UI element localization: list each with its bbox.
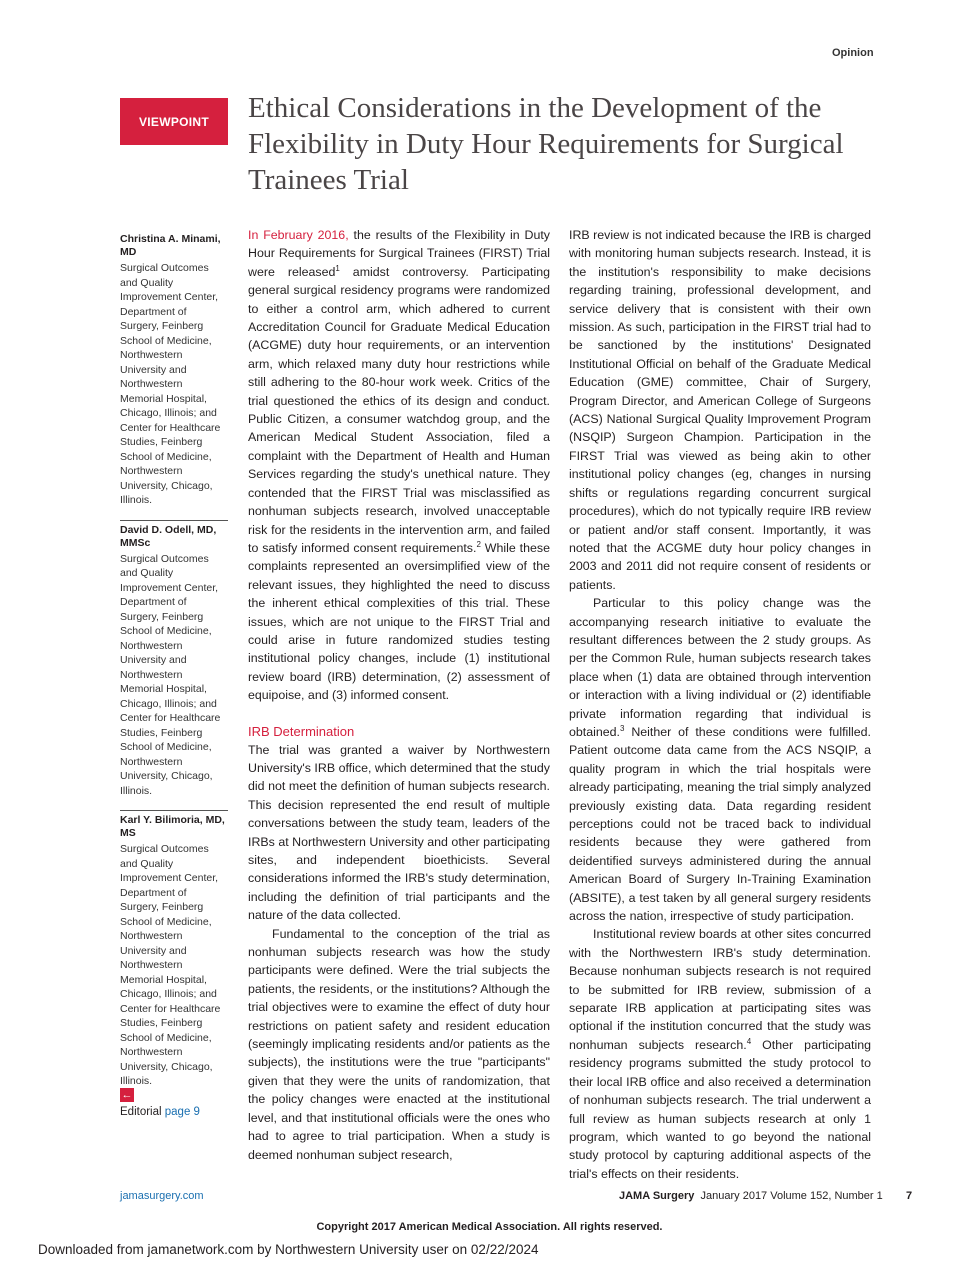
editorial-label: Editorial <box>120 1106 162 1118</box>
text: the results of the Flexibility in Duty Hour Requirements for Surgical Trainees (FIRST) Trial were released <box>248 228 550 279</box>
author-affiliation: Surgical Outcomes and Quality Improvement Center, Department of Surgery, Feinberg School of Medicine, Northwestern University and Northwestern Memorial Hospital, Chicago, Illinois; and Center for Healthcare Studies, Feinberg School of Medicine, Northwestern University, Chicago, Illinois. <box>120 843 221 1087</box>
body-column-1 <box>248 226 550 1164</box>
author-name: Karl Y. Bilimoria, MD, MS <box>120 814 225 839</box>
section-heading: IRB Determination <box>248 723 355 739</box>
arrow-left-icon: ← <box>121 1089 133 1101</box>
reference-marker[interactable]: 2 <box>476 539 481 549</box>
body-column-2 <box>569 226 871 1183</box>
paragraph <box>569 925 871 1183</box>
journal-issue-info <box>619 1190 883 1202</box>
reference-marker[interactable]: 4 <box>746 1036 752 1046</box>
reference-marker[interactable]: 3 <box>619 723 625 733</box>
author-sidebar <box>120 233 228 1101</box>
paragraph: The trial was granted a waiver by Northwestern University's IRB office, which determined that the study did not meet the definition of human subjects research. This decision represented the end result of multiple conversations between the study team, leaders of the IRBs at Northwestern University and other participating sites, and independent bioethicists. Several considerations informed the IRB's study determination, including the definition of trial participants and the nature of the data collected. <box>248 742 550 923</box>
issue-info: January 2017 Volume 152, Number 1 <box>700 1190 883 1202</box>
text: amidst controversy. Participating general surgical residency programs were randomized to either a control arm, which adhered to current Accreditation Council for Graduate Medical Education (ACGME) duty hour requirements, or an intervention arm, which relaxed many duty hour restrictions while still adhering to the 80-hour work week. Critics of the trial questioned the ethics of its design and conduct. Public Citizen, a consumer watchdog group, and the American Medical Student Association, filed a complaint with the Department of Health and Human Services regarding the study's unethical nature. They contended that the FIRST Trial was misclassified as nonhuman subjects research, involved unacceptable risk for the residents in the intervention arm, and failed to satisfy informed consent requirements. <box>248 264 550 555</box>
text: Other participating residency programs submitted the study protocol to their local IRB office and also received a determination of nonhuman subjects research. The trial underwent a full review as human subjects research at only 1 program, which wanted to go beyond the national study protocol by capturing additional aspects of the trial's effects on their residents. <box>569 1037 871 1181</box>
text: Neither of these conditions were fulfilled. Patient outcome data came from the ACS NSQIP, a quality program in which the trial hospitals were already participating, meaning the trial simply analyzed previously existing data. Data regarding resident perceptions could not be traced back to individual residents because they were gathered from deidentified surveys administered during the annual American Board of Surgery In-Training Examination (ABSITE), a test taken by all general surgery residents across the nation, irrespective of study participation. <box>569 724 871 924</box>
download-notice: Downloaded from jamanetwork.com by Northwestern University user on 02/22/2024 <box>38 1242 539 1257</box>
viewpoint-badge: VIEWPOINT <box>120 98 228 145</box>
reference-marker[interactable]: 1 <box>335 263 340 273</box>
article-title: Ethical Considerations in the Development of the Flexibility in Duty Hour Requirements for Surgical Trainees Trial <box>248 92 844 196</box>
author-affiliation: Surgical Outcomes and Quality Improvement Center, Department of Surgery, Feinberg School of Medicine, Northwestern University and Northwestern Memorial Hospital, Chicago, Illinois; and Center for Healthcare Studies, Feinberg School of Medicine, Northwestern University, Chicago, Illinois. <box>120 552 221 797</box>
text: Particular to this policy change was the accompanying research initiative to evaluate the resultant differences between the 2 study groups. As per the Common Rule, human subjects research takes place when (1) data are obtained through intervention or interaction with a living individual or (2) identifiable private information regarding that individual is obtained. <box>569 596 871 739</box>
editorial-page-link[interactable]: page 9 <box>164 1106 200 1118</box>
author-block <box>120 233 228 508</box>
author-name: David D. Odell, MD, MMSc <box>120 523 217 549</box>
paragraph: IRB review is not indicated because the IRB is charged with monitoring human subjects research. Instead, it is the institution's responsibility to make decisions regarding training, professional development, and service delivery that is consistent with their own mission. As such, participation in the FIRST trial had to be sanctioned by the institutions' Designated Institutional Official on behalf of the Graduate Medical Education (GME) committee, Chair of Surgery, Program Director, and American College of Surgeons (ACS) National Surgical Quality Improvement Program (NSQIP) Surgeon Champion. Participation in the FIRST Trial was viewed as being akin to other institutional policy changes (eg, changes in nursing shifts or regulations regarding concurrent surgical procedures), which do not typically require IRB review or patient and/or staff consent. Importantly, it was noted that the ACGME duty hour policy changes in 2003 and 2011 did not require consent of residents or patients. <box>569 228 871 592</box>
section-label: Opinion <box>832 47 874 59</box>
author-affiliation: Surgical Outcomes and Quality Improvement Center, Department of Surgery, Feinberg School of Medicine, Northwestern University and Northwestern Memorial Hospital, Chicago, Illinois; and Center for Healthcare Studies, Feinberg School of Medicine, Northwestern University, Chicago, Illinois. <box>120 262 221 506</box>
text: While these complaints represented an oversimplified view of the relevant issues, they highlighted the need to discuss the inherent ethical complexities of this trial. These issues, which are not unique to the FIRST Trial and could arise in future randomized studies testing institutional policy changes, include (1) institutional review board (IRB) determination, (2) assessment of equipoise, and (3) informed consent. <box>248 540 550 703</box>
author-name: Christina A. Minami, MD <box>120 233 221 258</box>
lead-in: In February 2016, <box>248 228 349 242</box>
paragraph <box>248 226 550 705</box>
paragraph <box>569 594 871 925</box>
paragraph: Fundamental to the conception of the trial as nonhuman subjects research was how the study participants were defined. Were the trial subjects the patients, the residents, or the institutions? Although the trial objectives were to examine the effect of duty hour restrictions on patient safety and resident education (seemingly implicating residents and/or patients as the subjects), the institutions were the true "participants" given that they were the units of randomization, that the policy changes were enacted at the institutional level, and that institutional officials were the ones who had to agree to trial participation. When a study is deemed nonhuman subject research, <box>248 926 550 1162</box>
page-number: 7 <box>906 1190 913 1202</box>
journal-name: JAMA Surgery <box>619 1190 695 1202</box>
copyright-notice: Copyright 2017 American Medical Association. All rights reserved. <box>316 1221 663 1233</box>
journal-site-link[interactable]: jamasurgery.com <box>120 1190 204 1202</box>
editorial-reference <box>120 1088 200 1118</box>
author-block <box>120 520 228 799</box>
text: Institutional review boards at other sites concurred with the Northwestern IRB's study determination. Because nonhuman subjects research is not required to be submitted for IRB review, submission of a separate IRB application at participating sites was optional if the institution concurred that the study was nonhuman subjects research. <box>569 927 871 1052</box>
author-block <box>120 810 228 1089</box>
